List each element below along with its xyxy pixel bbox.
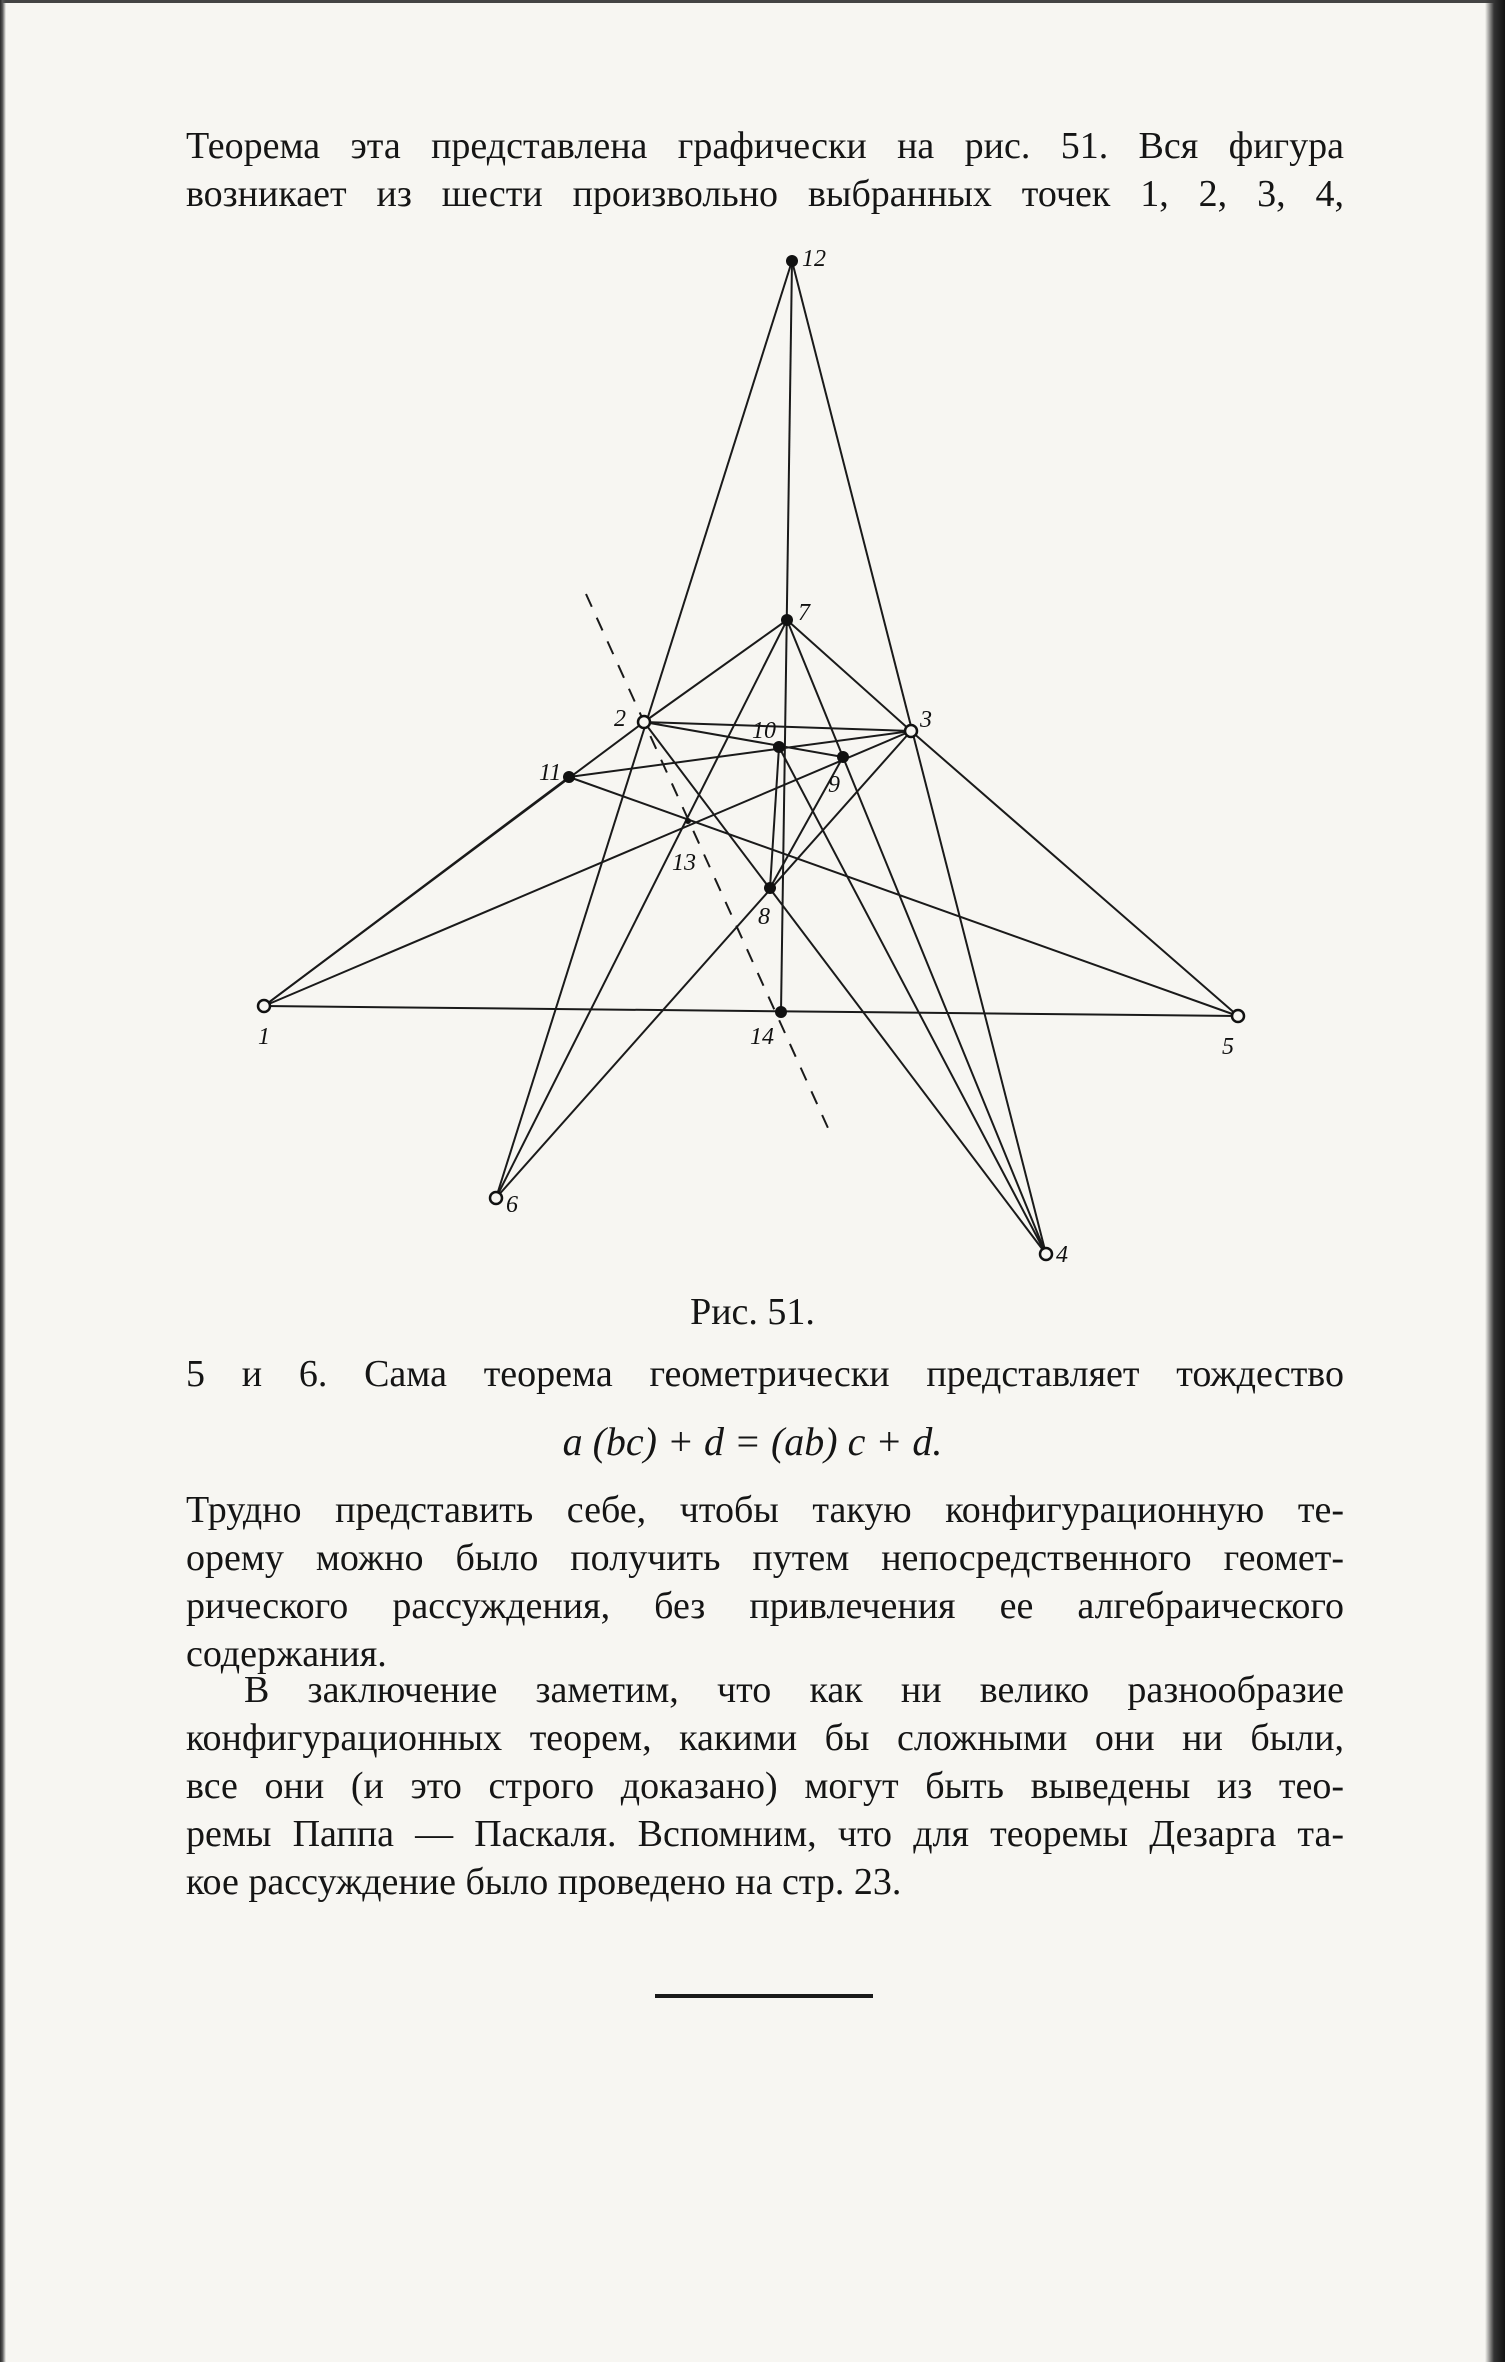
label-13: 13 [672,850,696,876]
point-11 [563,771,575,783]
label-6: 6 [506,1192,518,1218]
label-4: 4 [1056,1242,1068,1268]
paragraph-3-line-3: все они (и это строго доказано) могут быть выведены из тео- [186,1765,1344,1807]
paragraph-2-line-3: рического рассуждения, без привлечения ее алгебраического [186,1585,1344,1627]
point-7 [781,614,793,626]
point-4 [1040,1248,1052,1260]
point-6 [490,1192,502,1204]
top-paragraph-line-2: возникает из шести произвольно выбранных точек 1, 2, 3, 4, [186,173,1344,215]
line-3-5 [911,731,1238,1016]
continuation-line: 5 и 6. Сама теорема геометрически представляет тождество [186,1353,1344,1395]
point-9 [837,751,849,763]
paragraph-3-line-4: ремы Паппа — Паскаля. Вспомним, что для теоремы Дезарга та- [186,1813,1344,1855]
label-5: 5 [1222,1034,1234,1060]
paragraph-2-line-2: орему можно было получить путем непосредственного геомет- [186,1537,1344,1579]
label-7: 7 [798,600,810,626]
line-11-5 [569,777,1238,1016]
paragraph-3-line-5: кое рассуждение было проведено на стр. 23. [186,1861,902,1903]
line-12-4 [792,261,1046,1254]
label-8: 8 [758,904,770,930]
formula: a (bc) + d = (ab) c + d. [562,1419,943,1464]
paragraph-2-line-1: Трудно представить себе, чтобы такую конфигурационную те- [186,1489,1344,1531]
line-12-14 [781,261,792,1012]
point-3 [905,725,917,737]
label-1: 1 [258,1024,270,1050]
paragraph-3-line-2: конфигурационных теорем, какими бы сложными они ни были, [186,1717,1344,1759]
figure-caption: Рис. 51. [690,1291,815,1333]
continuation-paragraph [186,1350,1344,1398]
line-7-4 [787,620,1046,1254]
point-12 [786,255,798,267]
label-9: 9 [828,772,840,798]
paragraph-3-line-1: В заключение заметим, что как ни велико разнообразие [244,1669,1344,1711]
line-10-4 [779,747,1046,1254]
point-14 [775,1006,787,1018]
line-2-4 [644,722,1046,1254]
paragraph-3 [186,1666,1344,1906]
dashed-line [586,594,828,1128]
line-11-1 [264,777,569,1006]
label-3: 3 [920,707,932,733]
point-8 [764,882,776,894]
label-2: 2 [614,706,626,732]
line-3-1 [264,731,911,1006]
point-1 [258,1000,270,1012]
point-13 [685,818,691,824]
label-10: 10 [752,718,776,744]
line-7-3 [787,620,911,731]
section-end-rule [655,1994,873,1998]
top-paragraph-line-1: Теорема эта представлена графически на рис. 51. Вся фигура [186,125,1344,167]
paragraph-2-line-4: содержания. [186,1633,387,1675]
line-10-8 [770,747,779,888]
label-14: 14 [750,1024,774,1050]
line-7-2 [644,620,787,722]
line-7-6 [496,620,787,1198]
label-12: 12 [802,246,826,272]
point-5 [1232,1010,1244,1022]
line-12-6 [496,261,792,1198]
paragraph-2 [186,1486,1344,1678]
line-1-5 [264,1006,1238,1016]
point-2 [638,716,650,728]
label-11: 11 [539,760,562,786]
